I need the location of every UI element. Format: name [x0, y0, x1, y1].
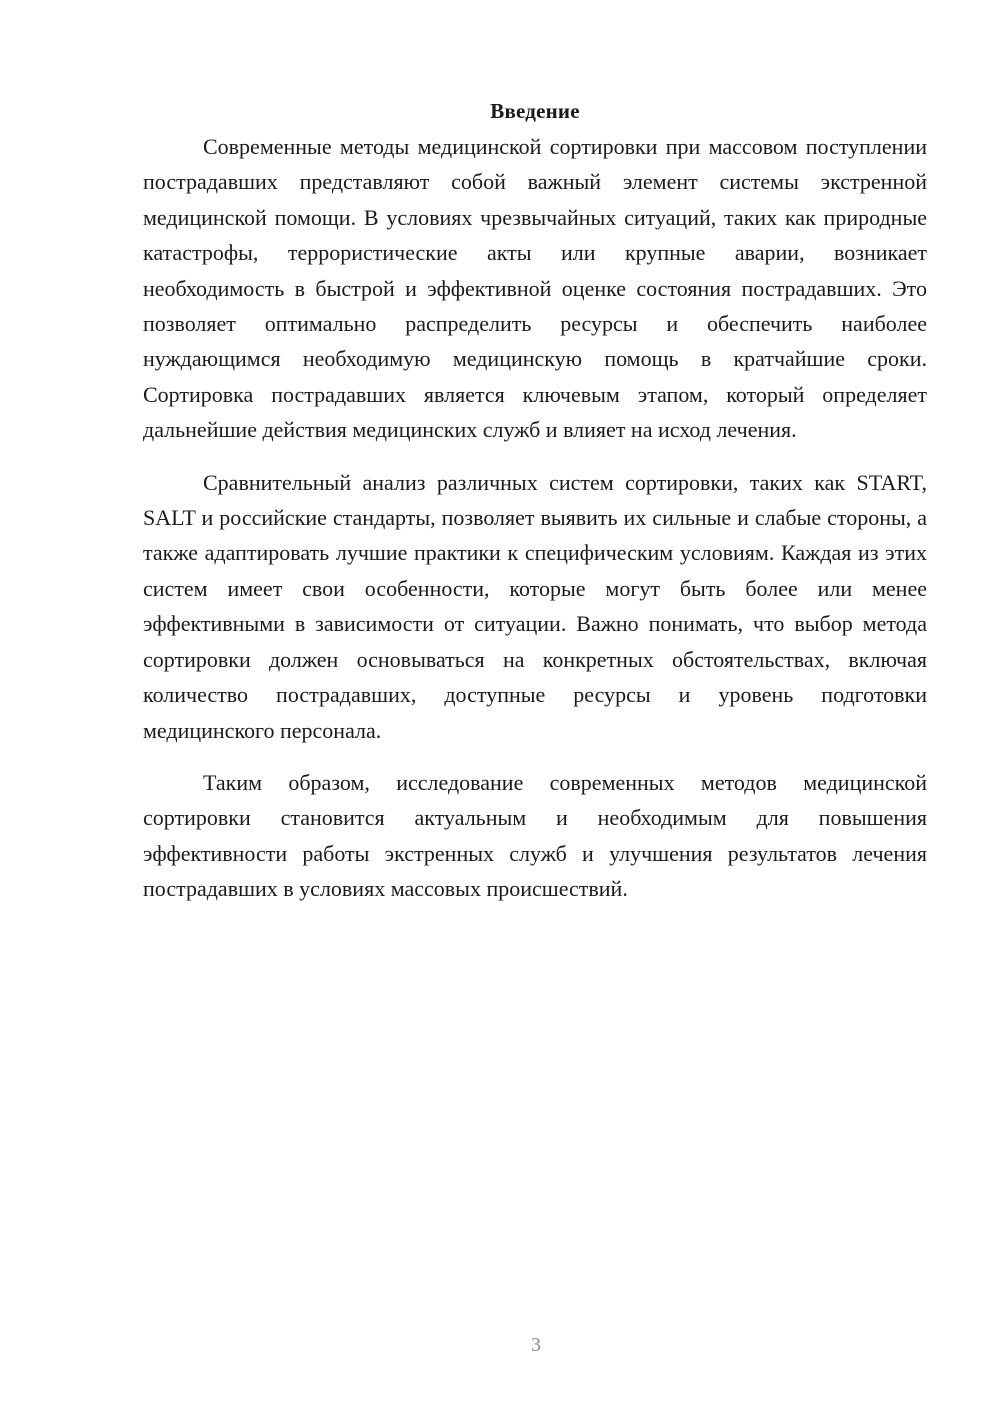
- paragraph-3: Таким образом, исследование современных методов медицинской сортировки становится актуальным и необходимым для повышения эффективности работы экстренных служб и улучшения результатов лечения пострадавших в условиях массовых происшествий.: [143, 769, 927, 902]
- page-number: 3: [531, 1334, 541, 1356]
- page-content: [143, 93, 927, 907]
- section-title: Введение: [490, 99, 580, 123]
- paragraph-2: Сравнительный анализ различных систем сортировки, таких как START, SALT и российские стандарты, позволяет выявить их сильные и слабые стороны, а также адаптировать лучшие практики к специфическим условиям. Каждая из этих систем имеет свои особенности, которые могут быть более или менее эффективными в зависимости от ситуации. Важно понимать, что выбор метода сортировки должен основываться на конкретных обстоятельствах, включая количество пострадавших, доступные ресурсы и уровень подготовки медицинского персонала.: [143, 469, 927, 743]
- paragraph-1: Современные методы медицинской сортировки при массовом поступлении пострадавших представляют собой важный элемент системы экстренной медицинской помощи. В условиях чрезвычайных ситуаций, таких как природные катастрофы, террористические акты или крупные аварии, возникает необходимость в быстрой и эффективной оценке состояния пострадавших. Это позволяет оптимально распределить ресурсы и обеспечить наиболее нуждающимся необходимую медицинскую помощь в кратчайшие сроки. Сортировка пострадавших является ключевым этапом, который определяет дальнейшие действия медицинских служб и влияет на исход лечения.: [143, 134, 927, 443]
